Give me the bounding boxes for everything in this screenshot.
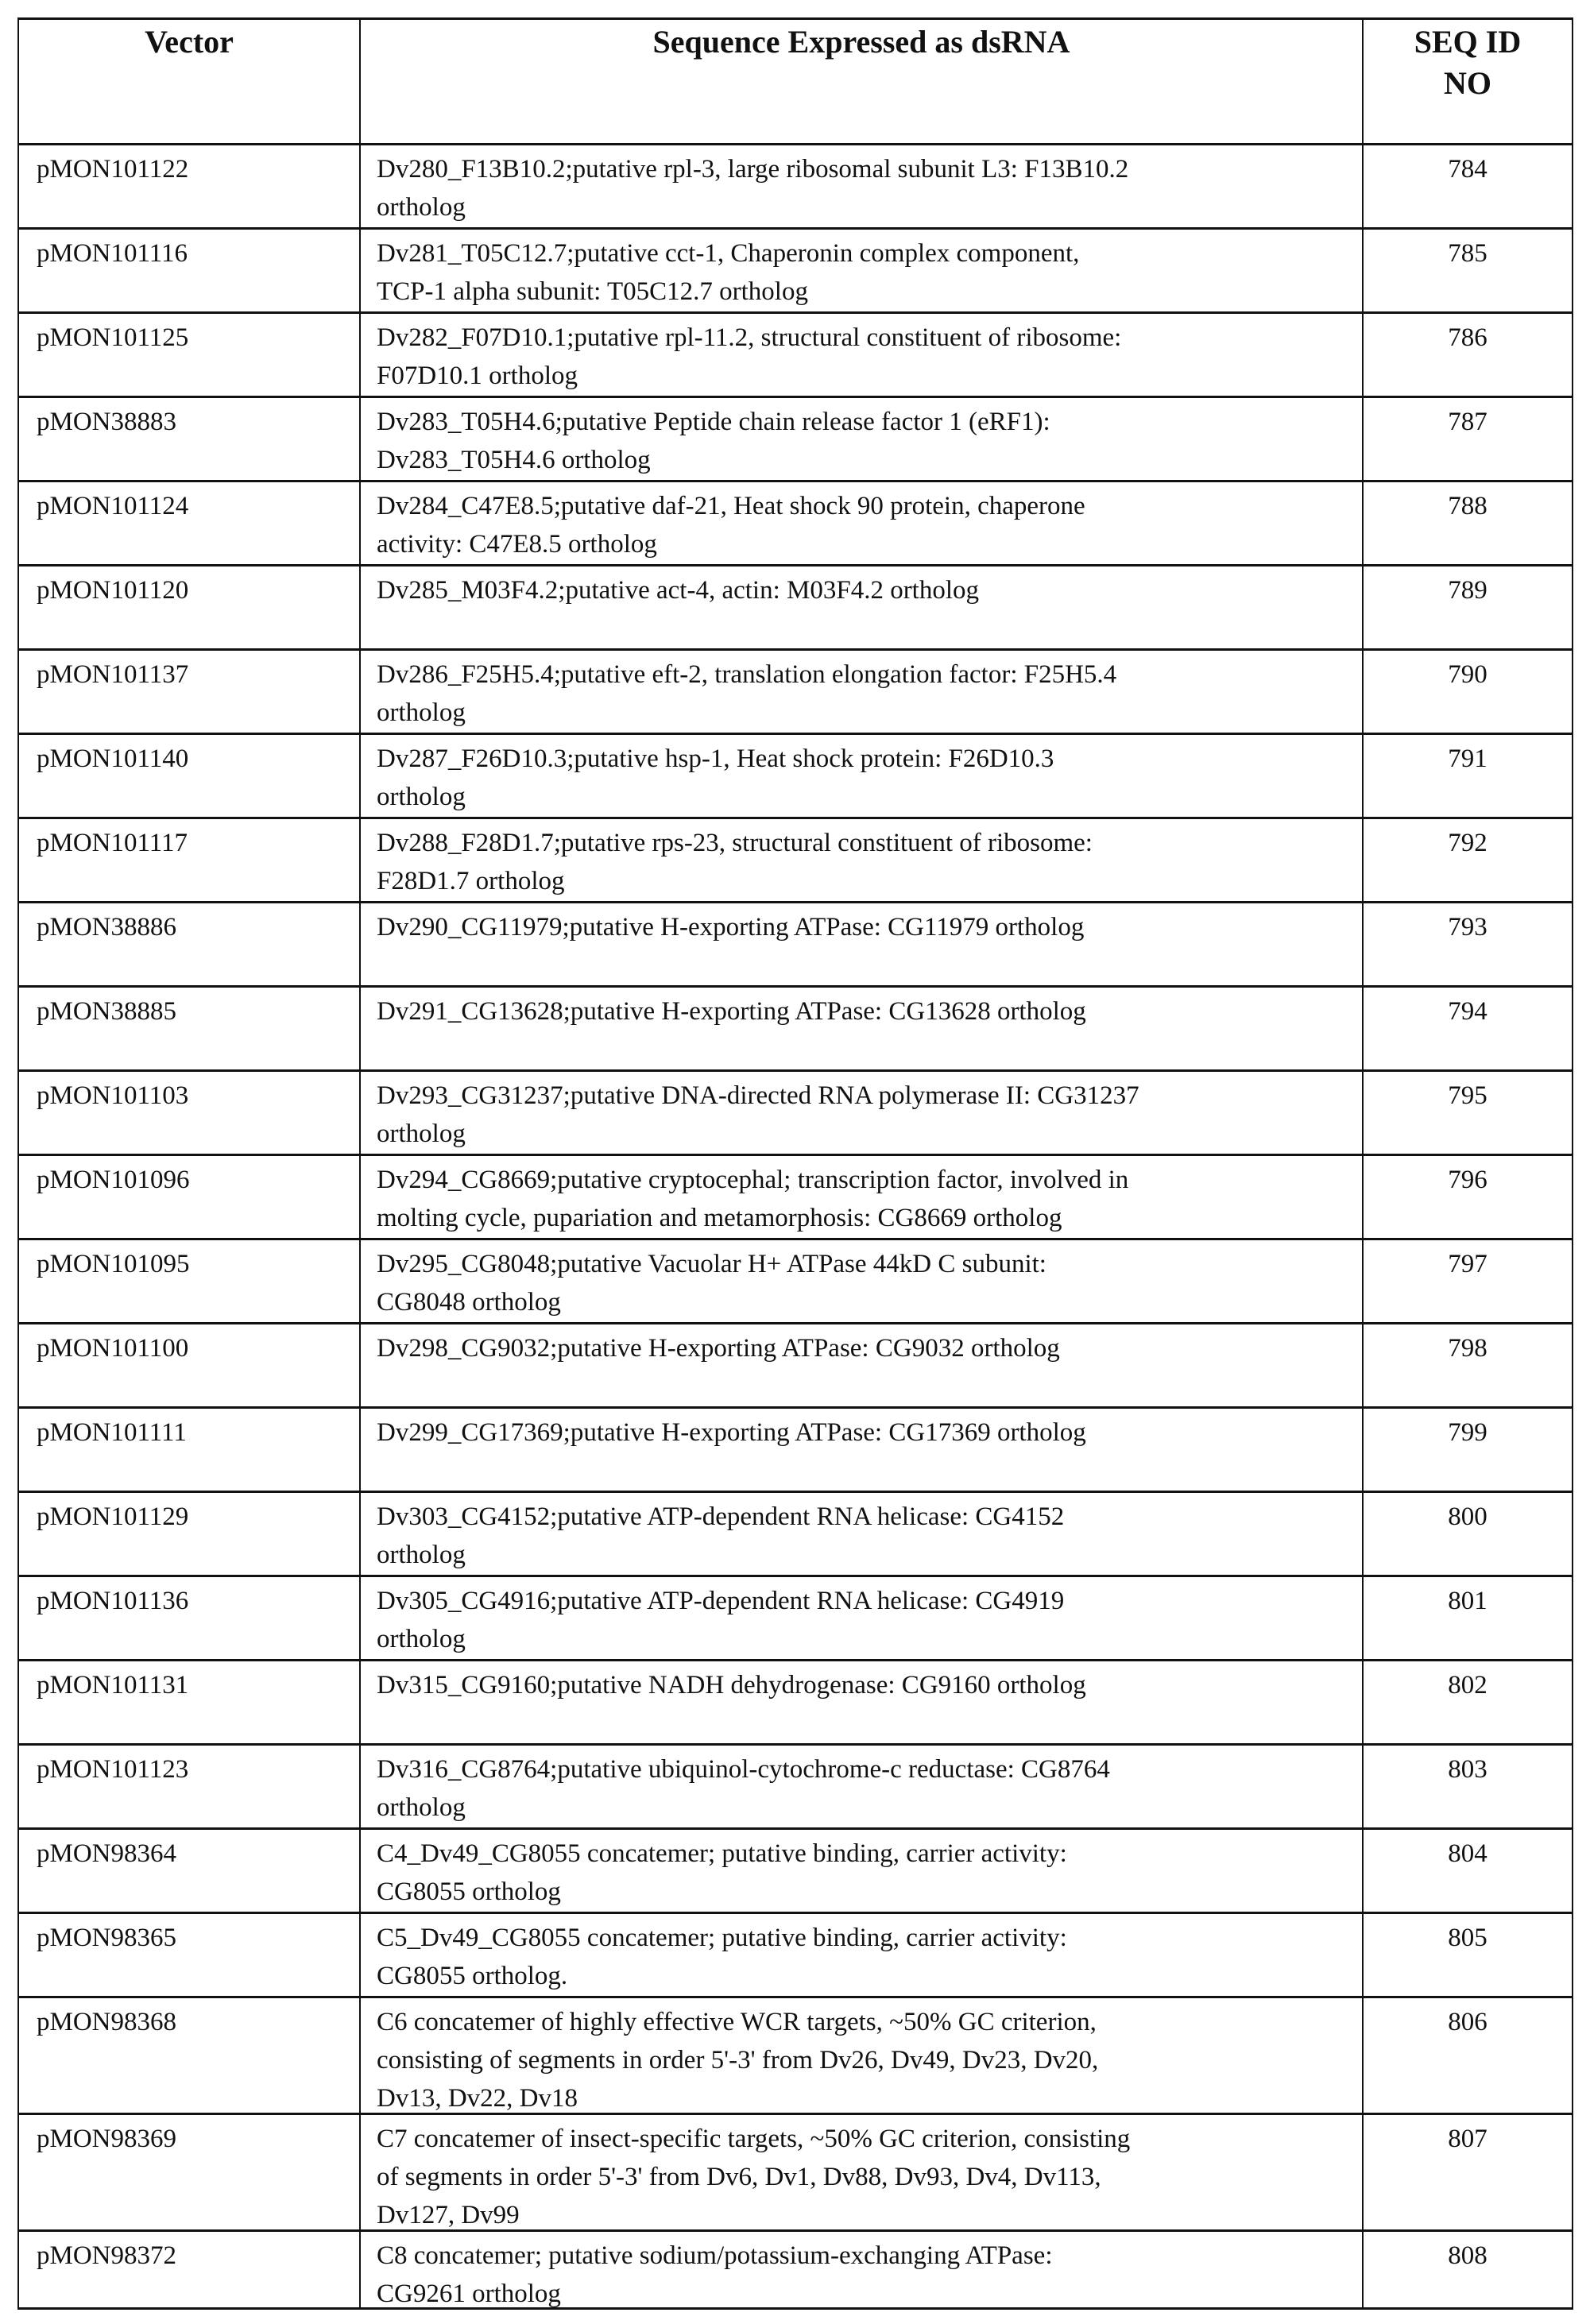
vector-name: pMON98364: [37, 1839, 177, 1868]
sequence-description-line: ortholog: [377, 698, 466, 727]
vector-cell: [19, 1324, 361, 1406]
vector-name: pMON101103: [37, 1081, 189, 1110]
vector-cell: [19, 1830, 361, 1912]
seq-id-cell: [1364, 819, 1572, 901]
table-row: [19, 985, 1572, 1069]
vector-name: pMON38885: [37, 997, 177, 1026]
vector-name: pMON101117: [37, 829, 188, 857]
sequence-description-line: Dv305_CG4916;putative ATP-dependent RNA helicase: CG4919: [377, 1587, 1065, 1615]
seq-id-number: 802: [1448, 1671, 1487, 1699]
sequence-description-line: Dv127, Dv99: [377, 2201, 520, 2229]
table-row: [19, 733, 1572, 817]
vector-cell: [19, 1914, 361, 1996]
sequence-description-line: Dv315_CG9160;putative NADH dehydrogenase: CG9160 ortholog: [377, 1671, 1086, 1699]
seq-id-cell: [1364, 1493, 1572, 1575]
vector-name: pMON101136: [37, 1587, 189, 1615]
seq-id-number: 801: [1448, 1587, 1487, 1615]
table-row: [19, 1912, 1572, 1996]
sequence-description-line: ortholog: [377, 1541, 466, 1569]
seq-id-cell: [1364, 1914, 1572, 1996]
seq-id-number: 804: [1448, 1839, 1487, 1868]
vector-cell: [19, 1156, 361, 1238]
sequence-description-line: of segments in order 5'-3' from Dv6, Dv1, Dv88, Dv93, Dv4, Dv113,: [377, 2163, 1101, 2191]
vector-name: pMON98372: [37, 2241, 177, 2270]
vector-name: pMON101120: [37, 576, 189, 605]
sequence-description-line: CG8048 ortholog: [377, 1288, 561, 1317]
vector-name: pMON38883: [37, 408, 177, 436]
sequence-description-line: Dv293_CG31237;putative DNA-directed RNA polymerase II: CG31237: [377, 1081, 1139, 1110]
header-sequence: [361, 20, 1364, 143]
sequence-description-line: Dv287_F26D10.3;putative hsp-1, Heat shock protein: F26D10.3: [377, 744, 1054, 773]
sequence-cell: [361, 145, 1364, 227]
sequence-description-line: ortholog: [377, 193, 466, 222]
header-vector: [19, 20, 361, 143]
sequence-cell: [361, 1156, 1364, 1238]
vector-name: pMON101100: [37, 1334, 189, 1363]
vector-cell: [19, 482, 361, 564]
header-vector-label: Vector: [145, 24, 234, 60]
header-seq-id: [1364, 20, 1572, 143]
sequence-description-line: ortholog: [377, 1119, 466, 1148]
sequence-description-line: Dv291_CG13628;putative H-exporting ATPase: CG13628 ortholog: [377, 997, 1086, 1026]
table-row: [19, 648, 1572, 733]
sequence-description-line: ortholog: [377, 1793, 466, 1822]
vector-cell: [19, 819, 361, 901]
vector-cell: [19, 1577, 361, 1659]
table-row: [19, 2229, 1572, 2307]
sequence-description-line: Dv316_CG8764;putative ubiquinol-cytochrome-c reductase: CG8764: [377, 1755, 1110, 1784]
sequence-description-line: F07D10.1 ortholog: [377, 362, 578, 390]
sequence-cell: [361, 819, 1364, 901]
seq-id-cell: [1364, 1577, 1572, 1659]
sequence-description-line: Dv288_F28D1.7;putative rps-23, structural constituent of ribosome:: [377, 829, 1093, 857]
table-row: [19, 1238, 1572, 1322]
table-row: [19, 227, 1572, 311]
vector-name: pMON101131: [37, 1671, 189, 1699]
sequence-description-line: C6 concatemer of highly effective WCR targets, ~50% GC criterion,: [377, 2008, 1097, 2036]
vector-name: pMON101137: [37, 660, 189, 689]
seq-id-number: 799: [1448, 1418, 1487, 1447]
sequence-cell: [361, 398, 1364, 480]
seq-id-number: 786: [1448, 323, 1487, 352]
vector-name: pMON101116: [37, 239, 188, 268]
sequence-cell: [361, 1998, 1364, 2113]
sequence-description-line: Dv299_CG17369;putative H-exporting ATPase: CG17369 ortholog: [377, 1418, 1086, 1447]
vector-cell: [19, 988, 361, 1069]
sequence-description-line: Dv290_CG11979;putative H-exporting ATPase: CG11979 ortholog: [377, 913, 1085, 942]
seq-id-number: 791: [1448, 744, 1487, 773]
seq-id-cell: [1364, 1746, 1572, 1827]
sequence-cell: [361, 1493, 1364, 1575]
sequence-description-line: Dv286_F25H5.4;putative eft-2, translation elongation factor: F25H5.4: [377, 660, 1117, 689]
sequence-cell: [361, 1072, 1364, 1154]
vector-name: pMON98369: [37, 2125, 177, 2153]
vector-cell: [19, 2232, 361, 2307]
sequence-description-line: Dv281_T05C12.7;putative cct-1, Chaperonin complex component,: [377, 239, 1080, 268]
table-row: [19, 901, 1572, 985]
seq-id-cell: [1364, 482, 1572, 564]
sequence-cell: [361, 903, 1364, 985]
seq-id-cell: [1364, 566, 1572, 648]
table-row: [19, 1322, 1572, 1406]
seq-id-number: 789: [1448, 576, 1487, 605]
table-row: [19, 480, 1572, 564]
vector-cell: [19, 145, 361, 227]
sequence-description-line: Dv298_CG9032;putative H-exporting ATPase: CG9032 ortholog: [377, 1334, 1060, 1363]
sequence-cell: [361, 735, 1364, 817]
sequence-description-line: C5_Dv49_CG8055 concatemer; putative binding, carrier activity:: [377, 1924, 1067, 1952]
table-header-row: [19, 17, 1572, 143]
vector-name: pMON101140: [37, 744, 189, 773]
vector-name: pMON101111: [37, 1418, 187, 1447]
vector-cell: [19, 903, 361, 985]
seq-id-number: 797: [1448, 1250, 1487, 1278]
table-row: [19, 143, 1572, 227]
vector-name: pMON38886: [37, 913, 177, 942]
seq-id-cell: [1364, 145, 1572, 227]
sequence-description-line: Dv280_F13B10.2;putative rpl-3, large ribosomal subunit L3: F13B10.2: [377, 155, 1129, 184]
vector-name: pMON98368: [37, 2008, 177, 2036]
sequence-description-line: Dv284_C47E8.5;putative daf-21, Heat shock 90 protein, chaperone: [377, 492, 1085, 520]
header-sequence-label: Sequence Expressed as dsRNA: [652, 24, 1070, 60]
seq-id-cell: [1364, 1072, 1572, 1154]
sequence-cell: [361, 1240, 1364, 1322]
seq-id-cell: [1364, 1324, 1572, 1406]
sequence-description-line: Dv295_CG8048;putative Vacuolar H+ ATPase 44kD C subunit:: [377, 1250, 1046, 1278]
vector-cell: [19, 1746, 361, 1827]
sequence-cell: [361, 1830, 1364, 1912]
vector-cell: [19, 651, 361, 733]
seq-id-cell: [1364, 1409, 1572, 1491]
seq-id-number: 808: [1448, 2241, 1487, 2270]
table-row: [19, 1996, 1572, 2113]
seq-id-number: 790: [1448, 660, 1487, 689]
sequence-description-line: ortholog: [377, 1625, 466, 1653]
table-row: [19, 1659, 1572, 1743]
sequence-cell: [361, 2115, 1364, 2229]
seq-id-number: 787: [1448, 408, 1487, 436]
sequence-description-line: Dv285_M03F4.2;putative act-4, actin: M03F4.2 ortholog: [377, 576, 980, 605]
seq-id-number: 795: [1448, 1081, 1487, 1110]
seq-id-cell: [1364, 230, 1572, 311]
vector-cell: [19, 1661, 361, 1743]
sequence-description-line: Dv303_CG4152;putative ATP-dependent RNA helicase: CG4152: [377, 1502, 1065, 1531]
seq-id-cell: [1364, 2232, 1572, 2307]
sequence-description-line: TCP-1 alpha subunit: T05C12.7 ortholog: [377, 277, 808, 306]
seq-id-number: 796: [1448, 1166, 1487, 1194]
vector-cell: [19, 735, 361, 817]
sequence-cell: [361, 314, 1364, 396]
seq-id-cell: [1364, 1661, 1572, 1743]
vector-cell: [19, 1409, 361, 1491]
vector-name: pMON101122: [37, 155, 189, 184]
vector-name: pMON101095: [37, 1250, 190, 1278]
sequence-cell: [361, 2232, 1364, 2307]
vector-cell: [19, 1240, 361, 1322]
seq-id-number: 792: [1448, 829, 1487, 857]
table-row: [19, 1827, 1572, 1912]
seq-id-number: 798: [1448, 1334, 1487, 1363]
vector-cell: [19, 566, 361, 648]
sequence-cell: [361, 1409, 1364, 1491]
vector-cell: [19, 1493, 361, 1575]
header-seq-id-label-line2: NO: [1444, 65, 1491, 101]
sequence-description-line: CG9261 ortholog: [377, 2280, 561, 2307]
table-row: [19, 396, 1572, 480]
sequence-description-line: Dv13, Dv22, Dv18: [377, 2084, 578, 2113]
vector-name: pMON101125: [37, 323, 189, 352]
sequence-description-line: CG8055 ortholog: [377, 1877, 561, 1906]
sequence-description-line: Dv294_CG8669;putative cryptocephal; transcription factor, involved in: [377, 1166, 1129, 1194]
seq-id-cell: [1364, 988, 1572, 1069]
seq-id-number: 805: [1448, 1924, 1487, 1952]
vector-cell: [19, 1998, 361, 2113]
sequence-description-line: C7 concatemer of insect-specific targets, ~50% GC criterion, consisting: [377, 2125, 1131, 2153]
sequence-description-line: molting cycle, pupariation and metamorphosis: CG8669 ortholog: [377, 1204, 1062, 1232]
vector-name: pMON101129: [37, 1502, 189, 1531]
seq-id-cell: [1364, 314, 1572, 396]
vector-name: pMON101124: [37, 492, 189, 520]
table-row: [19, 1154, 1572, 1238]
sequence-cell: [361, 1746, 1364, 1827]
seq-id-number: 794: [1448, 997, 1487, 1026]
sequence-description-line: F28D1.7 ortholog: [377, 867, 565, 895]
sequence-description-line: activity: C47E8.5 ortholog: [377, 530, 657, 559]
table-row: [19, 1491, 1572, 1575]
seq-id-number: 803: [1448, 1755, 1487, 1784]
vector-cell: [19, 230, 361, 311]
vector-dsrna-table: [17, 17, 1573, 2310]
sequence-cell: [361, 566, 1364, 648]
seq-id-number: 784: [1448, 155, 1487, 184]
seq-id-cell: [1364, 903, 1572, 985]
seq-id-cell: [1364, 1830, 1572, 1912]
seq-id-number: 785: [1448, 239, 1487, 268]
sequence-description-line: consisting of segments in order 5'-3' from Dv26, Dv49, Dv23, Dv20,: [377, 2046, 1099, 2075]
header-seq-id-label-line1: SEQ ID: [1414, 24, 1522, 60]
table-row: [19, 817, 1572, 901]
table-row: [19, 1575, 1572, 1659]
sequence-description-line: Dv283_T05H4.6;putative Peptide chain release factor 1 (eRF1):: [377, 408, 1050, 436]
vector-cell: [19, 2115, 361, 2229]
seq-id-cell: [1364, 2115, 1572, 2229]
sequence-description-line: C8 concatemer; putative sodium/potassium-exchanging ATPase:: [377, 2241, 1053, 2270]
seq-id-cell: [1364, 1998, 1572, 2113]
sequence-cell: [361, 1914, 1364, 1996]
seq-id-number: 800: [1448, 1502, 1487, 1531]
vector-name: pMON98365: [37, 1924, 177, 1952]
seq-id-cell: [1364, 651, 1572, 733]
sequence-cell: [361, 651, 1364, 733]
table-body: [19, 143, 1572, 2307]
sequence-description-line: ortholog: [377, 783, 466, 811]
table-row: [19, 1406, 1572, 1491]
sequence-description-line: Dv283_T05H4.6 ortholog: [377, 446, 651, 474]
sequence-cell: [361, 1577, 1364, 1659]
vector-name: pMON101096: [37, 1166, 190, 1194]
vector-cell: [19, 398, 361, 480]
sequence-cell: [361, 482, 1364, 564]
table-row: [19, 311, 1572, 396]
sequence-description-line: CG8055 ortholog.: [377, 1962, 568, 1990]
sequence-description-line: C4_Dv49_CG8055 concatemer; putative binding, carrier activity:: [377, 1839, 1067, 1868]
vector-cell: [19, 1072, 361, 1154]
sequence-cell: [361, 1661, 1364, 1743]
seq-id-number: 806: [1448, 2008, 1487, 2036]
sequence-cell: [361, 988, 1364, 1069]
seq-id-number: 788: [1448, 492, 1487, 520]
seq-id-cell: [1364, 1240, 1572, 1322]
sequence-description-line: Dv282_F07D10.1;putative rpl-11.2, structural constituent of ribosome:: [377, 323, 1122, 352]
seq-id-cell: [1364, 735, 1572, 817]
sequence-cell: [361, 1324, 1364, 1406]
seq-id-number: 807: [1448, 2125, 1487, 2153]
vector-cell: [19, 314, 361, 396]
vector-name: pMON101123: [37, 1755, 189, 1784]
seq-id-number: 793: [1448, 913, 1487, 942]
table-row: [19, 564, 1572, 648]
seq-id-cell: [1364, 1156, 1572, 1238]
table-row: [19, 1069, 1572, 1154]
table-row: [19, 1743, 1572, 1827]
sequence-cell: [361, 230, 1364, 311]
seq-id-cell: [1364, 398, 1572, 480]
table-row: [19, 2113, 1572, 2229]
